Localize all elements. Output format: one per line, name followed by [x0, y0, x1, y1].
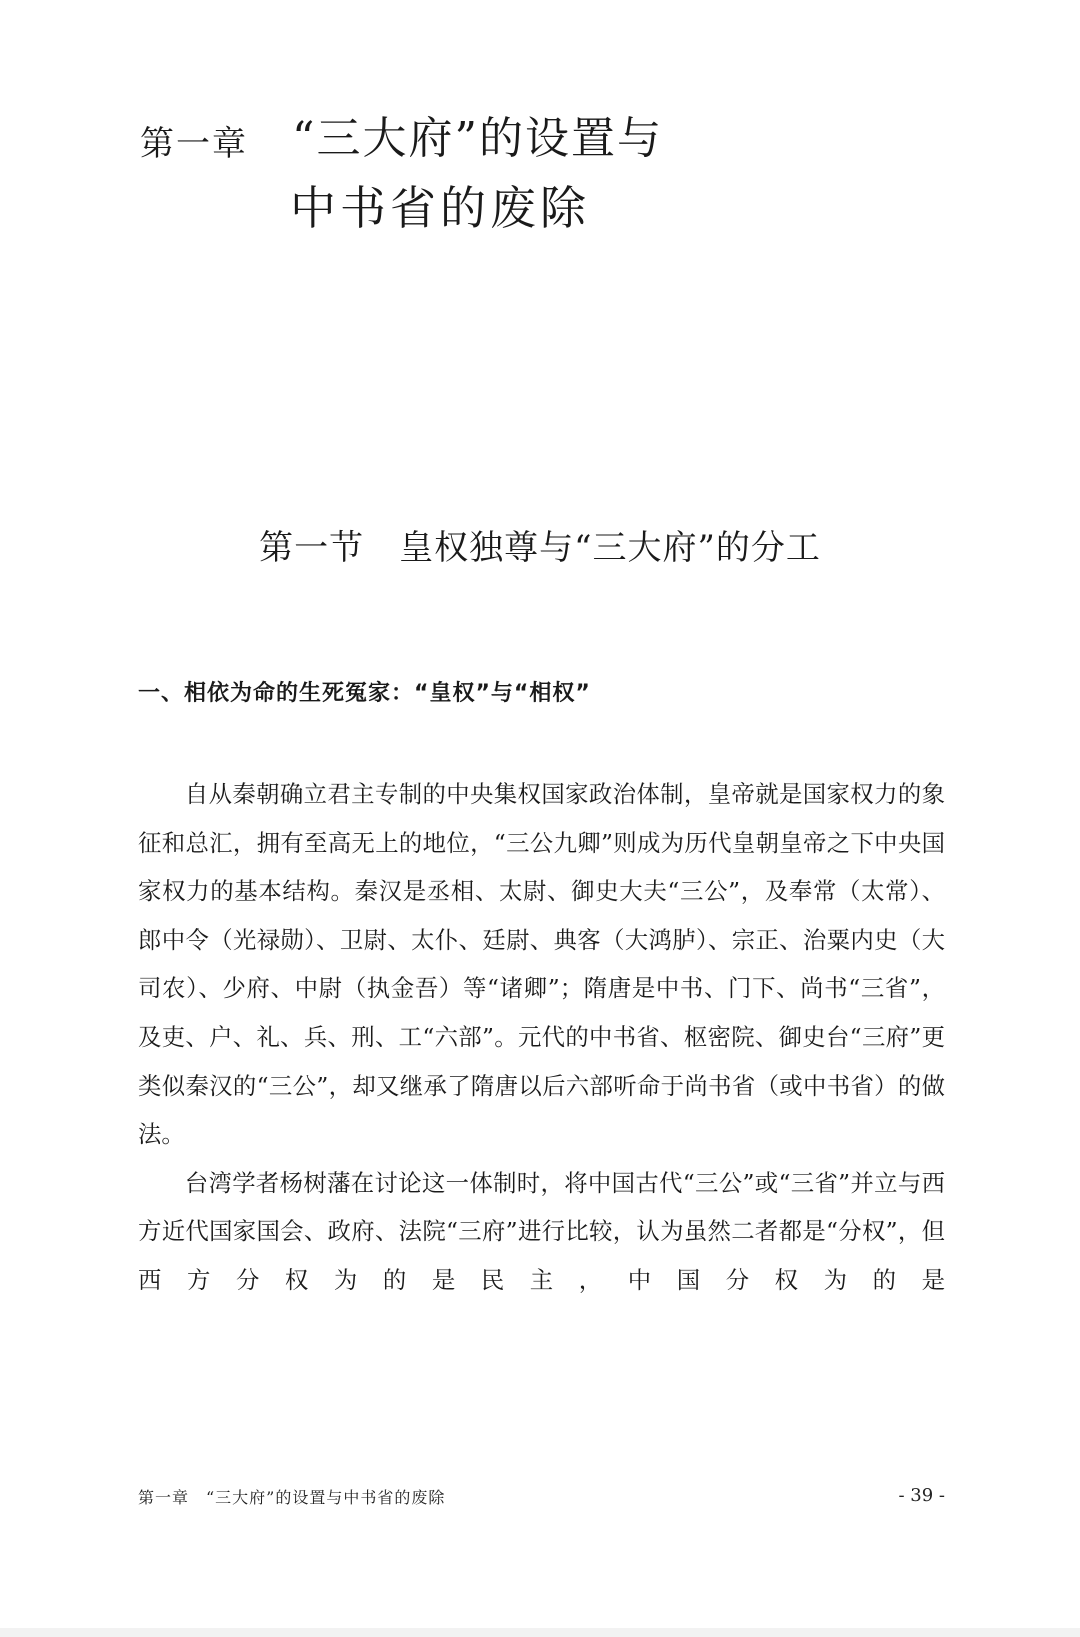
paragraph-1: 自从秦朝确立君主专制的中央集权国家政治体制，皇帝就是国家权力的象征和总汇，拥有至高无上的地位，“三公九卿”则成为历代皇朝皇帝之下中央国家权力的基本结构。秦汉是丞相、太尉、御史大夫“三公”，及奉常（太常）、郎中令（光禄勋）、卫尉、太仆、廷尉、典客（大鸿胪）、宗正、治粟内史（大司农）、少府、中尉（执金吾）等“诸卿”；隋唐是中书、门下、尚书“三省”，及吏、户、礼、兵、刑、工“六部”。元代的中书省、枢密院、御史台“三府”更类似秦汉的“三公”，却又继承了隋唐以后六部听命于尚书省（或中书省）的做法。 — [138, 780, 945, 1149]
page-number: - 39 - — [898, 1485, 945, 1506]
chapter-title-line-1: “三大府”的设置与 — [292, 113, 663, 164]
body-text — [138, 770, 945, 1305]
bottom-edge — [0, 1628, 1080, 1637]
page-footer — [138, 1485, 945, 1511]
chapter-title-line-2: 中书省的废除 — [290, 181, 590, 235]
chapter-label: 第一章 — [140, 124, 248, 164]
section-title: 第一节 皇权独尊与“三大府”的分工 — [259, 528, 821, 568]
running-footer-title: 第一章 “三大府”的设置与中书省的废除 — [138, 1488, 446, 1507]
chapter-heading — [140, 100, 940, 260]
subsection-heading: 一、相依为命的生死冤家：“皇权”与“相权” — [138, 681, 591, 706]
paragraph-2: 台湾学者杨树藩在讨论这一体制时，将中国古代“三公”或“三省”并立与西方近代国家国会、政府、法院“三府”进行比较，认为虽然二者都是“分权”，但西方分权为的是民主，中国分权为的是 — [138, 1168, 945, 1294]
